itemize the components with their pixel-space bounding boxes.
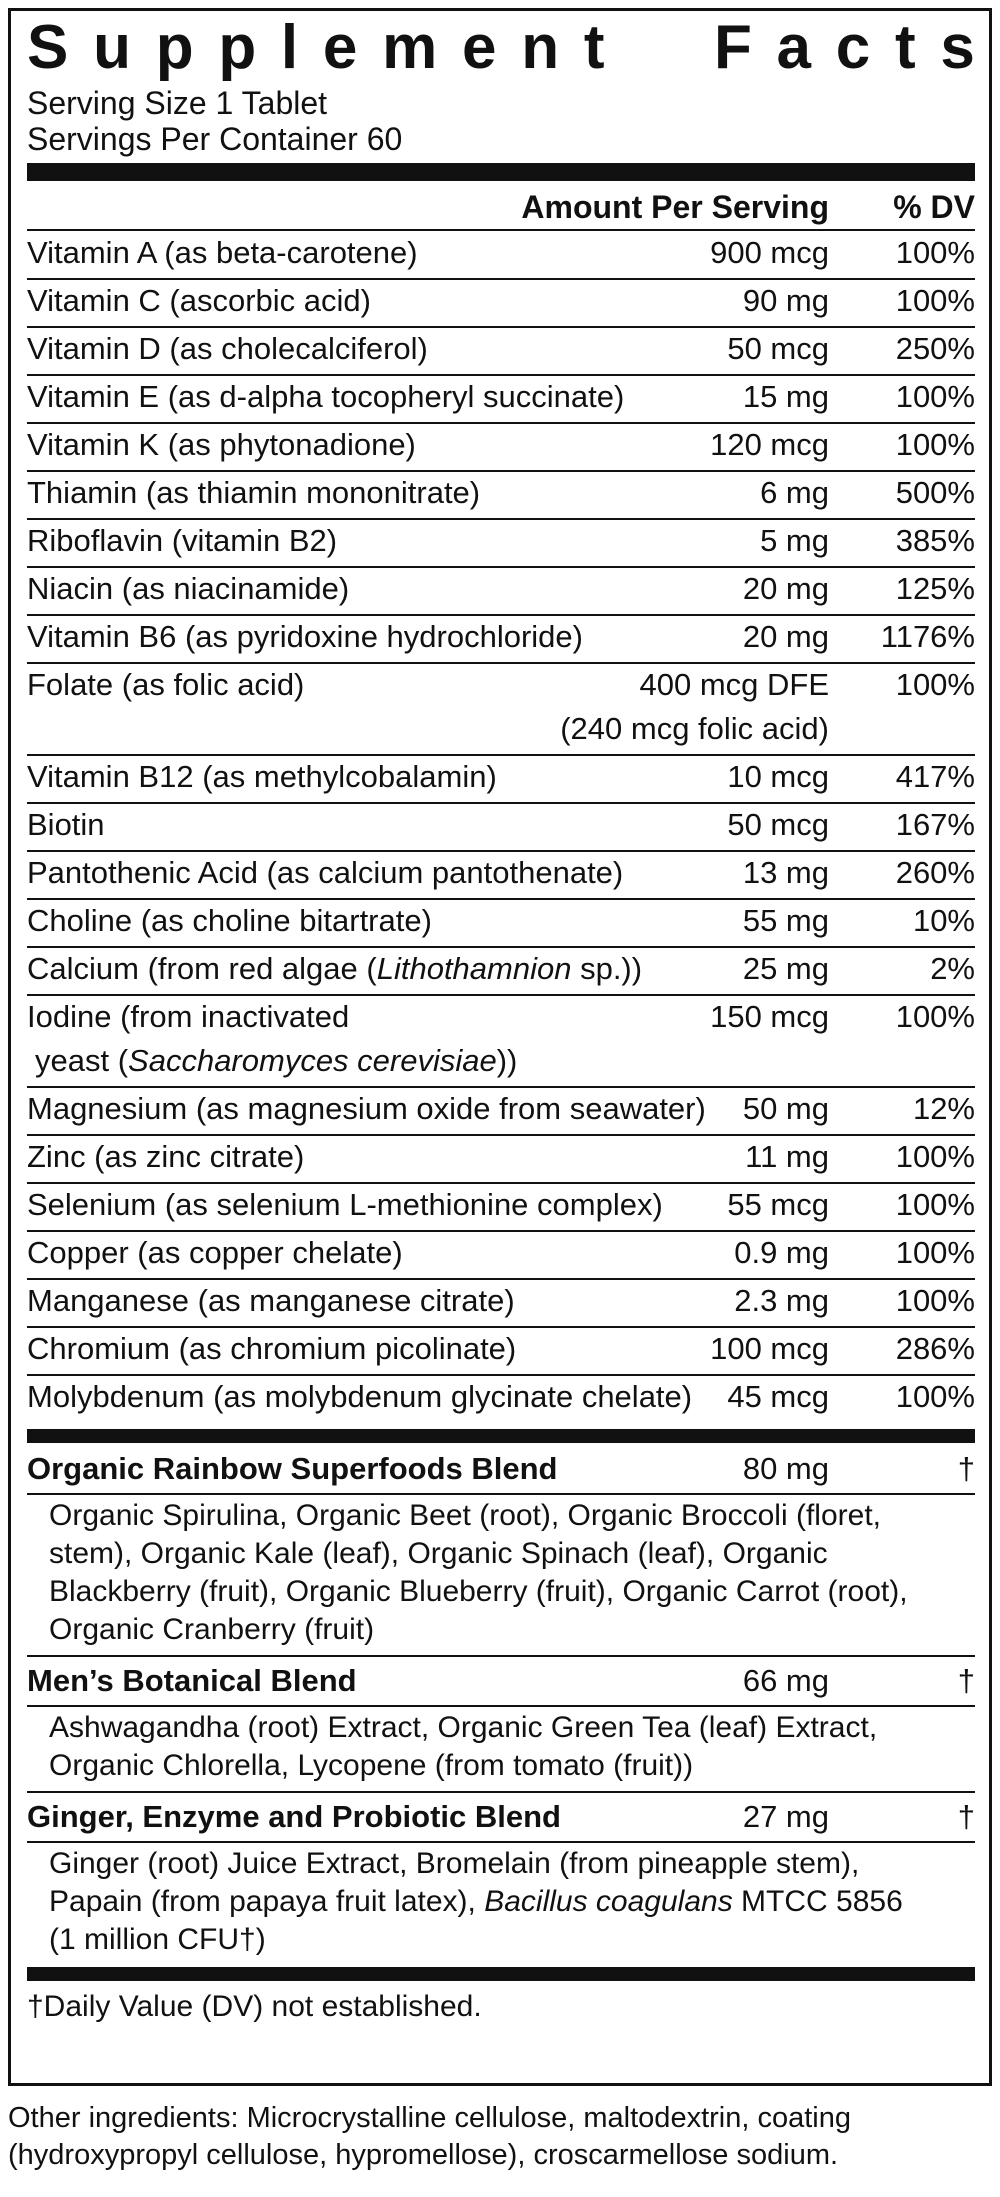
nutrient-amount: 400 mcg DFE (639, 667, 829, 702)
nutrient-row (27, 1087, 975, 1135)
nutrient-row (27, 567, 975, 615)
title-letter: c (835, 13, 871, 82)
panel-title (27, 13, 975, 83)
blend-amount: 66 mg (742, 1663, 829, 1698)
nutrient-row (27, 231, 975, 279)
nutrient-name: Folate (as folic acid) (27, 667, 305, 702)
nutrient-row (27, 279, 975, 327)
title-letter: l (280, 13, 299, 82)
nutrient-dv: 100% (895, 667, 975, 702)
nutrient-dv: 286% (895, 1331, 975, 1366)
blend-ingredients-line: Ginger (root) Juice Extract, Bromelain (from pineapple stem), (49, 1847, 860, 1880)
blend-ingredients-line: Papain (from papaya fruit latex), Bacillus coagulans MTCC 5856 (49, 1885, 903, 1918)
blend-name: Organic Rainbow Superfoods Blend (27, 1451, 558, 1486)
blend-name: Men’s Botanical Blend (27, 1663, 357, 1698)
title-letter: e (461, 13, 497, 82)
title-letter: s (940, 13, 975, 82)
nutrient-dv: 100% (895, 235, 975, 270)
nutrient-dv: 125% (895, 571, 975, 606)
nutrient-row (27, 995, 975, 1087)
nutrient-row (27, 615, 975, 663)
nutrient-name-italic: Lithothamnion (376, 951, 572, 986)
blend-row (27, 1447, 975, 1491)
nutrient-name: Vitamin D (as cholecalciferol) (27, 331, 428, 366)
blend-ingredients (49, 1497, 975, 1649)
nutrient-name: Riboflavin (vitamin B2) (27, 523, 338, 558)
nutrient-amount: 45 mcg (727, 1379, 829, 1414)
nutrient-row (27, 471, 975, 519)
nutrient-dv: 250% (895, 331, 975, 366)
nutrient-name: Niacin (as niacinamide) (27, 571, 350, 606)
nutrient-row (27, 327, 975, 375)
nutrient-amount: 13 mg (742, 855, 829, 890)
blend-ingredients (49, 1845, 975, 1959)
title-letter: e (322, 13, 358, 82)
nutrient-dv: 100% (895, 999, 975, 1034)
nutrient-amount: 900 mcg (710, 235, 829, 270)
nutrient-amount: 50 mcg (727, 331, 829, 366)
other-ingredients-line: (hydroxypropyl cellulose, hypromellose), croscarmellose sodium. (8, 2139, 839, 2171)
nutrient-name: Copper (as copper chelate) (27, 1235, 403, 1270)
nutrient-amount: 20 mg (742, 619, 829, 654)
nutrient-dv: 385% (895, 523, 975, 558)
blend-dv: † (957, 1663, 975, 1698)
nutrient-name: Selenium (as selenium L-methionine complex) (27, 1187, 663, 1222)
blend-row (27, 1795, 975, 1839)
nutrient-row (27, 423, 975, 471)
header-amount: Amount Per Serving (521, 189, 829, 225)
panel-inner (27, 11, 975, 2083)
blend-dv: † (957, 1799, 975, 1834)
nutrient-row (27, 1375, 975, 1423)
nutrient-name: Vitamin B12 (as methylcobalamin) (27, 759, 497, 794)
row-divider (27, 1705, 975, 1707)
nutrient-amount: 5 mg (760, 523, 829, 558)
nutrient-amount: 90 mg (742, 283, 829, 318)
blend-ingredients-italic: Bacillus coagulans (484, 1885, 733, 1918)
row-divider (27, 1791, 975, 1793)
title-letter: u (93, 13, 131, 82)
nutrient-amount: 6 mg (760, 475, 829, 510)
nutrient-row (27, 851, 975, 899)
nutrient-amount: 20 mg (742, 571, 829, 606)
column-header (27, 185, 975, 229)
nutrient-amount: 55 mg (742, 903, 829, 938)
nutrient-row (27, 375, 975, 423)
nutrient-name: Molybdenum (as molybdenum glycinate chelate) (27, 1379, 693, 1414)
nutrient-amount: 120 mcg (710, 427, 829, 462)
title-letter: t (894, 13, 916, 82)
nutrient-dv: 500% (895, 475, 975, 510)
nutrient-row (27, 755, 975, 803)
nutrient-dv: 10% (912, 903, 975, 938)
other-ingredients-line: Other ingredients: Microcrystalline cellulose, maltodextrin, coating (8, 2102, 851, 2134)
nutrient-name: Manganese (as manganese citrate) (27, 1283, 515, 1318)
blend-ingredients (49, 1709, 975, 1785)
nutrient-amount: 10 mcg (727, 759, 829, 794)
nutrient-name: Vitamin B6 (as pyridoxine hydrochloride) (27, 619, 583, 654)
nutrient-dv: 417% (895, 759, 975, 794)
nutrient-dv: 100% (895, 427, 975, 462)
other-ingredients (8, 2100, 992, 2174)
nutrient-name: Choline (as choline bitartrate) (27, 903, 432, 938)
nutrient-amount: 55 mcg (727, 1187, 829, 1222)
nutrient-name: Vitamin C (ascorbic acid) (27, 283, 371, 318)
nutrient-name: Vitamin E (as d-alpha tocopheryl succinate) (27, 379, 625, 414)
nutrient-row (27, 1231, 975, 1279)
blend-ingredients-line: Ashwagandha (root) Extract, Organic Green Tea (leaf) Extract, (49, 1711, 878, 1744)
dv-footnote: †Daily Value (DV) not established. (27, 1990, 482, 2023)
nutrient-name: Biotin (27, 807, 105, 842)
title-letter: n (521, 13, 560, 82)
blend-ingredients-line: stem), Organic Kale (leaf), Organic Spinach (leaf), Organic (49, 1537, 828, 1570)
blend-name: Ginger, Enzyme and Probiotic Blend (27, 1799, 561, 1834)
nutrient-dv: 100% (895, 1187, 975, 1222)
nutrient-row (27, 899, 975, 947)
nutrient-row (27, 947, 975, 995)
row-divider (27, 1493, 975, 1495)
nutrient-row (27, 1135, 975, 1183)
servings-per-container: Servings Per Container 60 (27, 121, 403, 157)
blend-amount: 27 mg (742, 1799, 829, 1834)
blend-ingredients-line: Organic Chlorella, Lycopene (from tomato (fruit)) (49, 1749, 694, 1782)
nutrient-name: Pantothenic Acid (as calcium pantothenate) (27, 855, 624, 890)
nutrient-dv: 12% (912, 1091, 975, 1126)
nutrient-name: Magnesium (as magnesium oxide from seawater) (27, 1091, 706, 1126)
title-letter: p (155, 13, 194, 82)
title-letter: p (218, 13, 257, 82)
nutrient-name: Thiamin (as thiamin mononitrate) (27, 475, 481, 510)
blend-amount: 80 mg (742, 1451, 829, 1486)
title-letter: m (382, 13, 438, 82)
nutrient-dv: 1176% (880, 619, 975, 654)
row-divider (27, 1841, 975, 1843)
title-letter: a (776, 13, 812, 82)
blend-ingredients-line: Blackberry (fruit), Organic Blueberry (fruit), Organic Carrot (root), (49, 1575, 908, 1608)
nutrient-row (27, 519, 975, 567)
nutrient-amount-line2: (240 mcg folic acid) (560, 711, 829, 746)
nutrient-row (27, 663, 975, 755)
blend-ingredients-line: Organic Spirulina, Organic Beet (root), Organic Broccoli (floret, (49, 1499, 881, 1532)
nutrient-row (27, 1279, 975, 1327)
nutrient-amount: 2.3 mg (734, 1283, 829, 1318)
nutrient-amount: 15 mg (742, 379, 829, 414)
nutrient-name: Chromium (as chromium picolinate) (27, 1331, 517, 1366)
blend-ingredients-line: (1 million CFU†) (49, 1923, 266, 1956)
nutrient-row (27, 803, 975, 851)
blend-ingredients-line: Organic Cranberry (fruit) (49, 1613, 375, 1646)
serving-size: Serving Size 1 Tablet (27, 85, 328, 121)
nutrient-dv: 100% (895, 379, 975, 414)
nutrient-amount: 0.9 mg (734, 1235, 829, 1270)
nutrient-amount: 50 mg (742, 1091, 829, 1126)
blend-dv: † (957, 1451, 975, 1486)
nutrient-dv: 100% (895, 1139, 975, 1174)
nutrient-dv: 100% (895, 283, 975, 318)
nutrient-name: Zinc (as zinc citrate) (27, 1139, 305, 1174)
title-letter: F (713, 13, 752, 82)
nutrient-name: Calcium (from red algae (Lithothamnion sp.)) (27, 951, 643, 986)
nutrient-name-line2: yeast (Saccharomyces cerevisiae)) (35, 1043, 518, 1078)
nutrient-dv: 100% (895, 1283, 975, 1318)
nutrient-dv: 167% (895, 807, 975, 842)
nutrient-row (27, 1327, 975, 1375)
header-dv: % DV (893, 189, 975, 225)
nutrient-name-italic: Saccharomyces cerevisiae (128, 1043, 497, 1078)
title-letter: S (27, 13, 69, 82)
nutrient-name: Iodine (from inactivated (27, 999, 350, 1034)
nutrient-row (27, 1183, 975, 1231)
nutrient-name: Vitamin A (as beta-carotene) (27, 235, 418, 270)
thick-divider (27, 163, 975, 181)
nutrient-amount: 25 mg (742, 951, 829, 986)
nutrient-amount: 11 mg (745, 1139, 829, 1174)
nutrient-dv: 260% (895, 855, 975, 890)
nutrient-dv: 100% (895, 1379, 975, 1414)
nutrient-amount: 100 mcg (710, 1331, 829, 1366)
nutrient-dv: 2% (930, 951, 975, 986)
thick-divider (27, 1967, 975, 1981)
thick-divider (27, 1429, 975, 1443)
blend-row (27, 1659, 975, 1703)
row-divider (27, 1655, 975, 1657)
nutrient-name: Vitamin K (as phytonadione) (27, 427, 416, 462)
supplement-facts-panel (8, 8, 992, 2086)
title-letter: t (583, 13, 605, 82)
nutrient-amount: 150 mcg (710, 999, 829, 1034)
nutrient-dv: 100% (895, 1235, 975, 1270)
nutrient-amount: 50 mcg (727, 807, 829, 842)
